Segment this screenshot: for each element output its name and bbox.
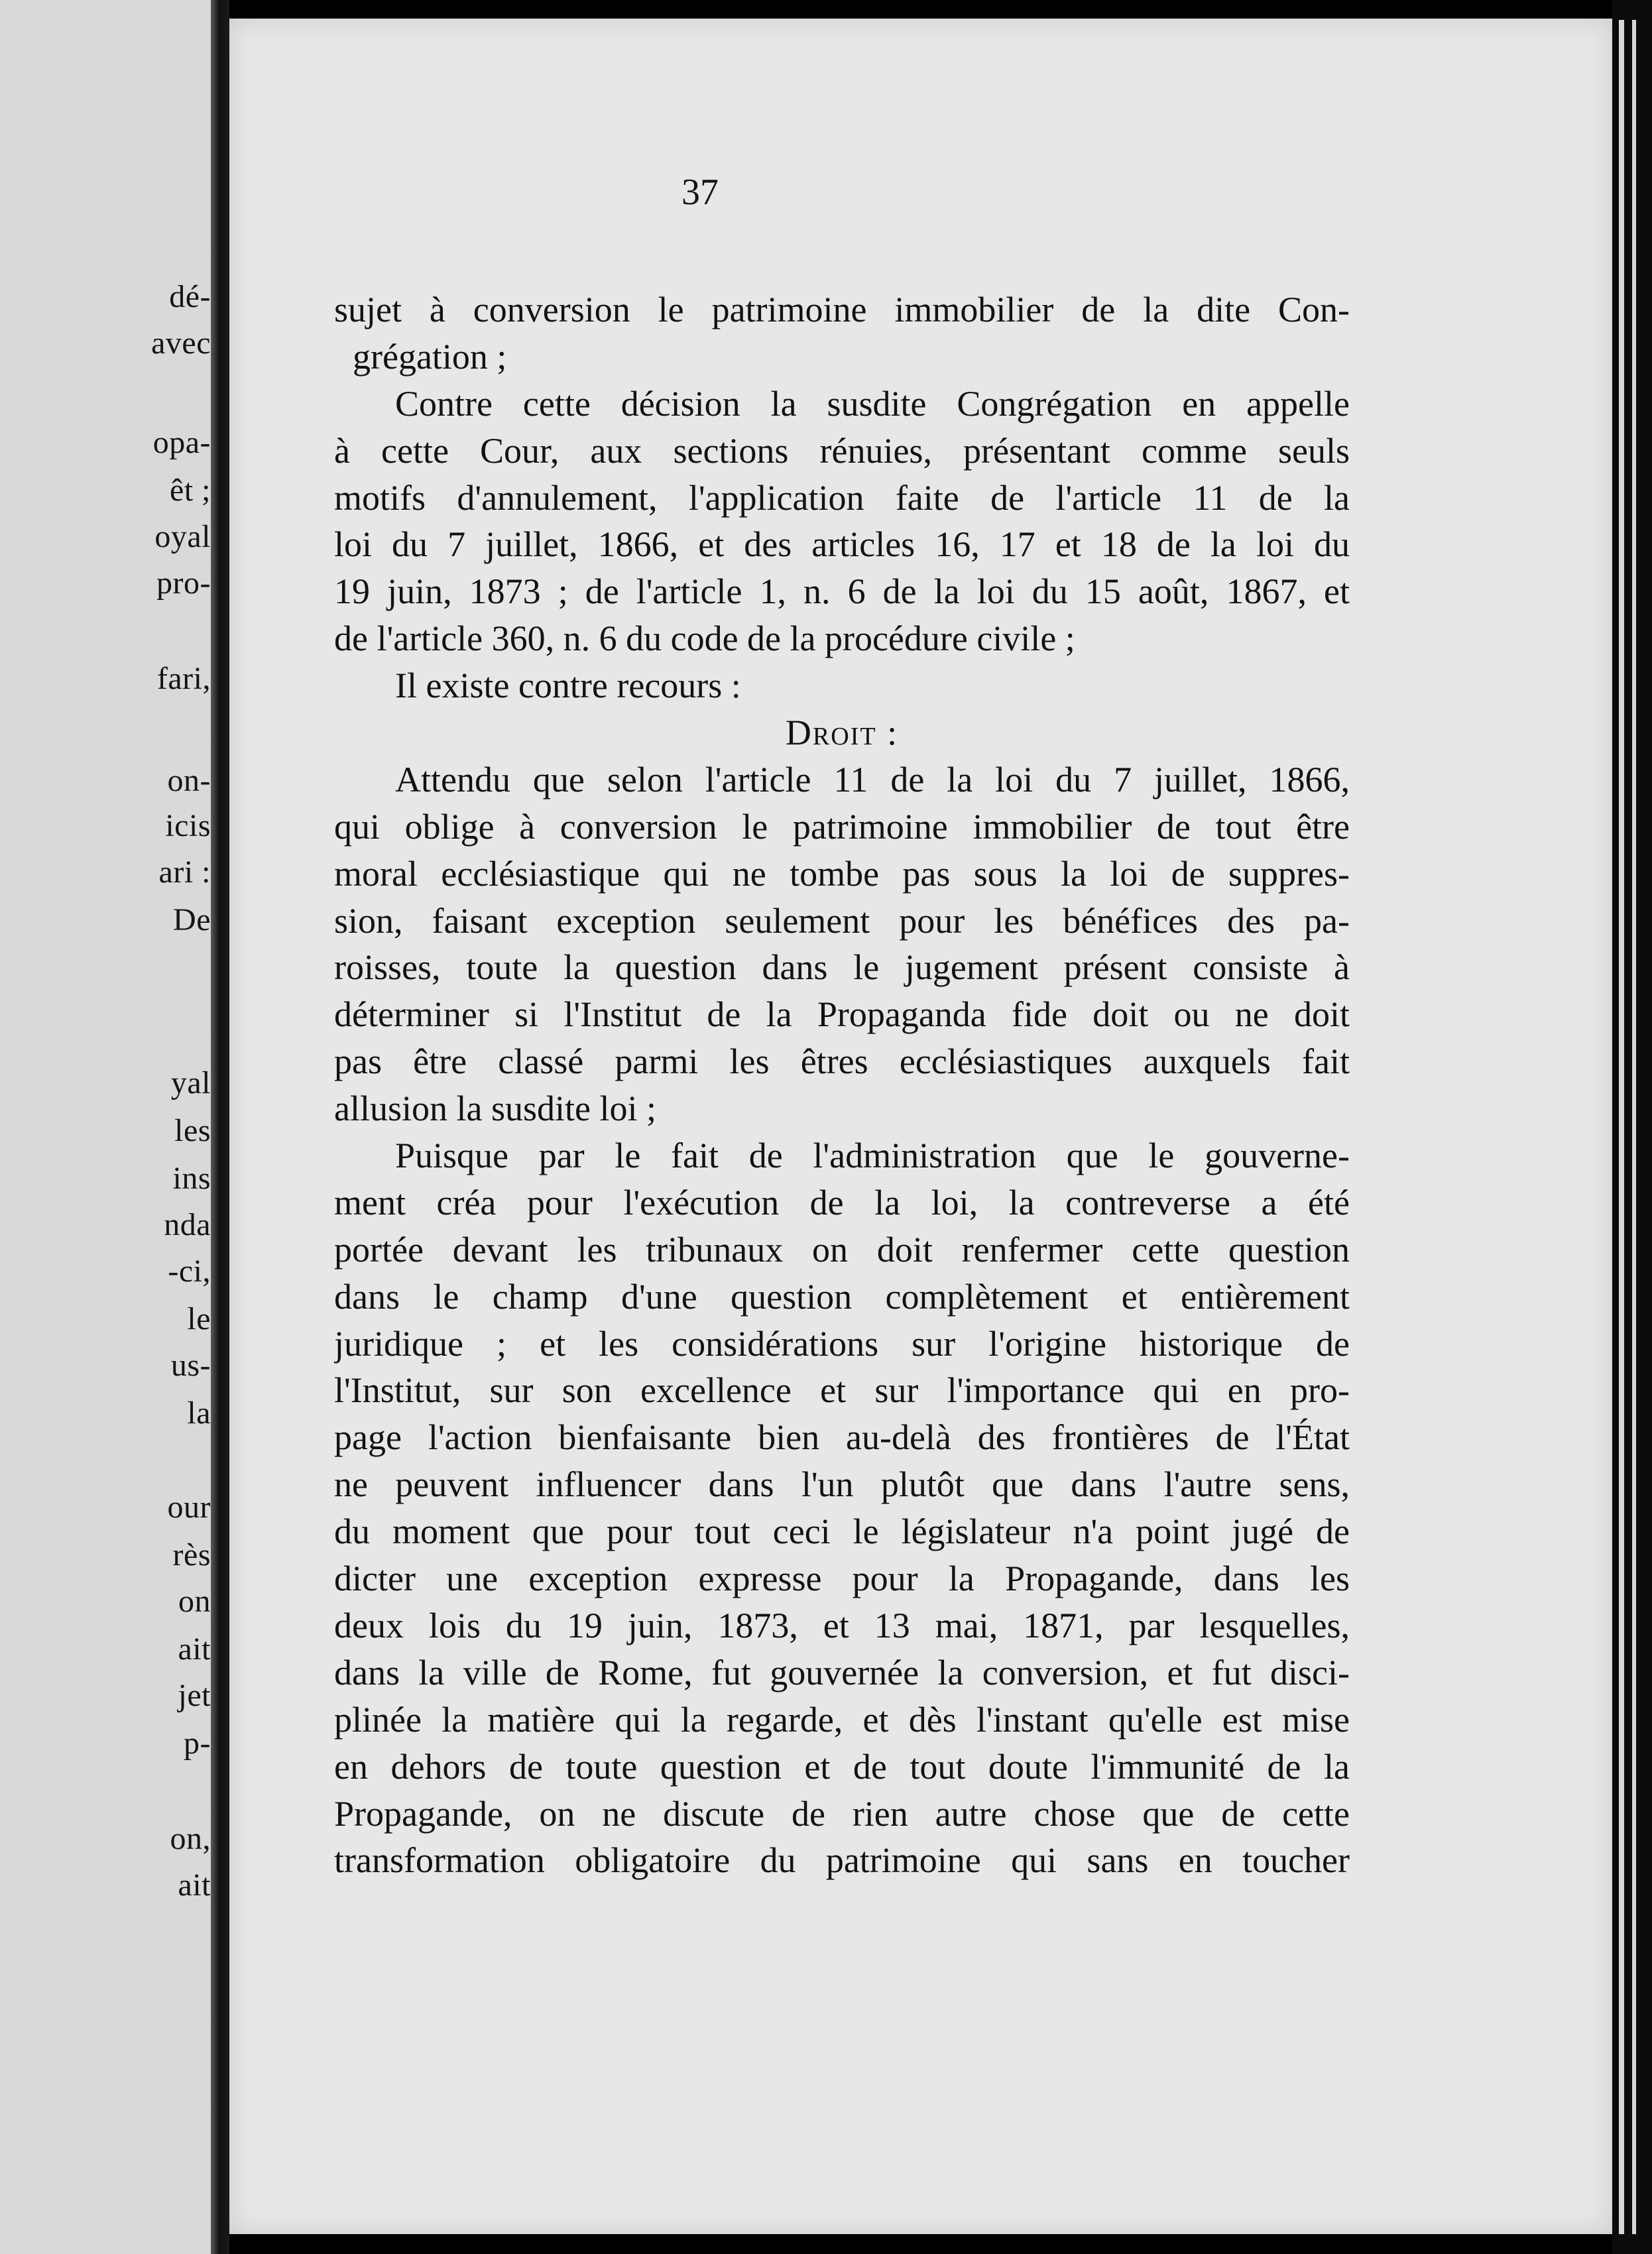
- text-line: deux lois du 19 juin, 1873, et 13 mai, 1871, par lesquelles,: [334, 1605, 1350, 1645]
- text-line: en dehors de toute question et de tout doute l'immunité de la: [334, 1746, 1350, 1787]
- text-line: Contre cette décision la susdite Congrégation en appelle: [395, 383, 1350, 424]
- text-line: qui oblige à conversion le patrimoine immobilier de tout être: [334, 806, 1350, 847]
- text-line: page l'action bienfaisante bien au-delà des frontières de l'État: [334, 1417, 1350, 1458]
- text-line: Attendu que selon l'article 11 de la loi du 7 juillet, 1866,: [395, 759, 1350, 800]
- margin-fragment: on: [178, 1584, 211, 1619]
- margin-fragment: De: [173, 902, 211, 937]
- margin-fragment: la: [187, 1395, 211, 1431]
- text-line: sion, faisant exception seulement pour les bénéfices des pa-: [334, 900, 1350, 941]
- section-heading: Droit :: [785, 713, 899, 753]
- margin-fragment: fari,: [156, 661, 211, 696]
- text-line: roisses, toute la question dans le jugement présent consiste à: [334, 947, 1350, 988]
- margin-fragment: êt ;: [170, 473, 211, 508]
- margin-fragment: on,: [170, 1821, 211, 1856]
- margin-fragment: yal: [170, 1065, 211, 1100]
- text-line: 19 juin, 1873 ; de l'article 1, n. 6 de la loi du 15 août, 1867, et: [334, 571, 1350, 612]
- book-gutter: [211, 0, 229, 2254]
- text-line: allusion la susdite loi ;: [334, 1089, 656, 1129]
- page-edge-line: [1619, 20, 1624, 2234]
- text-line: Puisque par le fait de l'administration que le gouverne-: [395, 1136, 1350, 1176]
- margin-fragment: pro-: [156, 565, 211, 601]
- margin-fragment: oyal: [154, 519, 211, 554]
- body-text: [334, 286, 1350, 1884]
- page-edge-stack: [1612, 0, 1652, 2254]
- margin-fragment: le: [187, 1301, 211, 1336]
- text-line: de l'article 360, n. 6 du code de la procédure civile ;: [334, 619, 1075, 659]
- facing-page-left: [0, 0, 211, 2254]
- margin-fragment: dé-: [169, 279, 211, 314]
- margin-fragment: jet: [178, 1678, 211, 1713]
- margin-fragment: us-: [170, 1348, 211, 1383]
- margin-fragment: our: [167, 1490, 211, 1525]
- margin-fragment: on-: [167, 763, 211, 798]
- page-edge-line: [1632, 20, 1636, 2234]
- text-line: déterminer si l'Institut de la Propaganda fide doit ou ne doit: [334, 994, 1350, 1035]
- text-line: Il existe contre recours :: [395, 666, 741, 706]
- margin-fragment: p-: [184, 1726, 211, 1761]
- text-line: dans le champ d'une question complètement et entièrement: [334, 1276, 1350, 1317]
- margin-fragment: -ci,: [168, 1254, 211, 1289]
- text-line: l'Institut, sur son excellence et sur l'importance qui en pro-: [334, 1370, 1350, 1411]
- text-line: Propagande, on ne discute de rien autre chose que de cette: [334, 1793, 1350, 1834]
- text-line: plinée la matière qui la regarde, et dès l'instant qu'elle est mise: [334, 1699, 1350, 1740]
- text-line: dicter une exception expresse pour la Propagande, dans les: [334, 1559, 1350, 1599]
- text-line: dans la ville de Rome, fut gouvernée la conversion, et fut disci-: [334, 1652, 1350, 1692]
- margin-fragment: rès: [172, 1537, 211, 1572]
- text-line: à cette Cour, aux sections rénuies, présentant comme seuls: [334, 430, 1350, 471]
- text-line: pas être classé parmi les êtres ecclésiastiques auxquels fait: [334, 1041, 1350, 1082]
- text-line: ne peuvent influencer dans l'un plutôt que dans l'autre sens,: [334, 1464, 1350, 1505]
- text-line: transformation obligatoire du patrimoine qui sans en toucher: [334, 1840, 1350, 1881]
- text-line: sujet à conversion le patrimoine immobilier de la dite Con-: [334, 290, 1350, 329]
- text-line: grégation ;: [353, 336, 507, 377]
- text-line: portée devant les tribunaux on doit renfermer cette question: [334, 1229, 1350, 1270]
- text-line: ment créa pour l'exécution de la loi, la contreverse a été: [334, 1182, 1350, 1222]
- margin-fragment: ait: [178, 1868, 211, 1903]
- margin-fragment: nda: [164, 1207, 211, 1242]
- margin-fragment: icis: [165, 808, 211, 843]
- text-line: du moment que pour tout ceci le législateur n'a point jugé de: [334, 1512, 1350, 1552]
- text-line: loi du 7 juillet, 1866, et des articles 16, 17 et 18 de la loi du: [334, 524, 1350, 565]
- margin-fragment: les: [174, 1113, 211, 1148]
- text-line: juridique ; et les considérations sur l'origine historique de: [334, 1323, 1350, 1364]
- margin-fragment: ins: [172, 1161, 211, 1196]
- margin-fragment: opa-: [152, 425, 211, 460]
- margin-fragment: ait: [178, 1631, 211, 1667]
- margin-fragment: avec: [151, 326, 211, 361]
- margin-fragment: ari :: [158, 855, 211, 890]
- text-line: motifs d'annulement, l'application faite de l'article 11 de la: [334, 477, 1350, 518]
- text-line: moral ecclésiastique qui ne tombe pas sous la loi de suppres-: [334, 853, 1350, 894]
- page-number: 37: [681, 172, 719, 213]
